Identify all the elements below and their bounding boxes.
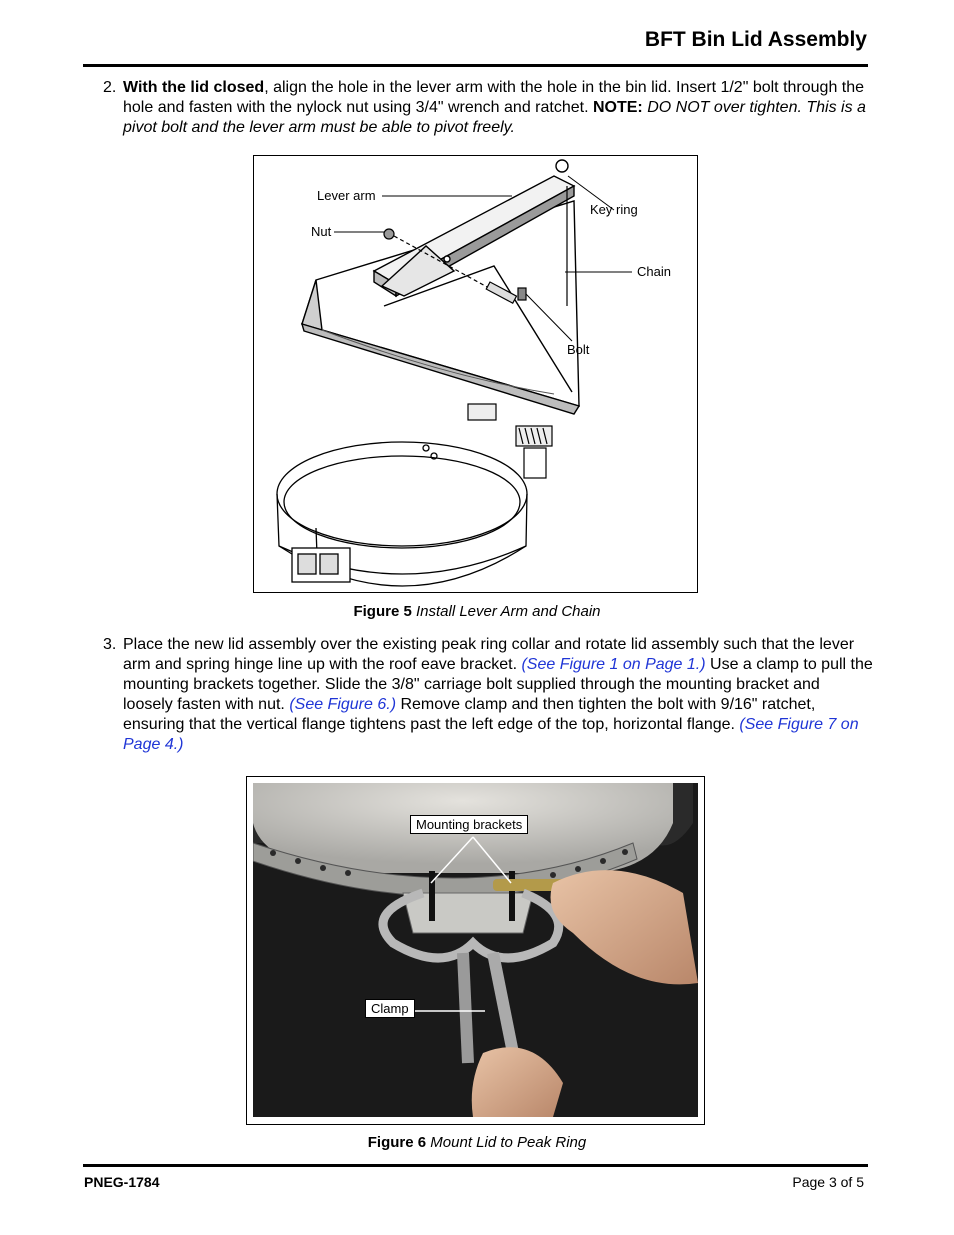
caption-text: Mount Lid to Peak Ring [430,1134,587,1151]
step-3 [103,635,873,755]
page-number: Page 3 of 5 [792,1174,864,1190]
label-key-ring: Key ring [590,202,638,217]
step-bold-lead: With the lid closed [123,79,265,96]
label-nut: Nut [311,224,332,239]
step-2 [103,78,873,138]
step-number: 2. [103,79,117,96]
figure-5 [253,155,698,593]
step-text-1: Place the new lid assembly over the existing peak ring collar and rotate lid assembly such that the lever arm and spring hinge line up with the roof eave bracket. [123,636,855,673]
link-figure-7[interactable]: (See Figure 7 on Page 4.) [123,716,859,753]
bin-lid [302,201,579,414]
figure-6 [246,776,705,1125]
note-label: NOTE: [592,99,643,116]
link-figure-1[interactable]: (See Figure 1 on Page 1.) [521,656,706,673]
label-bolt: Bolt [567,342,590,357]
bin-ring [277,442,527,586]
figure-6-caption [0,1134,954,1151]
step-text-3: Remove clamp and then tighten the bolt with 9/16" ratchet, ensuring that the vertical flange tightens past the left edge of the top, horizontal flange. [123,696,816,733]
spring-hinge [468,404,552,478]
document-number: PNEG-1784 [84,1174,160,1190]
footer-rule [83,1164,868,1167]
label-chain: Chain [637,264,671,279]
caption-label: Figure 5 [353,603,412,620]
header-rule [83,64,868,67]
link-figure-6[interactable]: (See Figure 6.) [289,696,397,713]
page-title: BFT Bin Lid Assembly [644,28,867,51]
step-text: , align the hole in the lever arm with the hole in the bin lid. Insert 1/2" bolt through the hole and fasten with the nylock nut using 3/4" wrench and ratchet. [123,79,865,116]
step-number: 3. [103,636,117,653]
caption-text: Install Lever Arm and Chain [415,603,601,620]
label-mounting-brackets: Mounting brackets [410,815,528,834]
caption-label: Figure 6 [367,1134,427,1151]
figure-5-caption [0,603,954,620]
label-clamp: Clamp [365,999,415,1018]
step-text-2: Use a clamp to pull the mounting brackets together. Slide the 3/8" carriage bolt supplied through the mounting bracket and loosely fasten with nut. [123,656,873,713]
note-text: DO NOT over tighten. This is a pivot bolt and the lever arm must be able to pivot freely. [123,99,866,136]
label-lever-arm: Lever arm [317,188,376,203]
lever-arm-diagram [254,156,697,592]
